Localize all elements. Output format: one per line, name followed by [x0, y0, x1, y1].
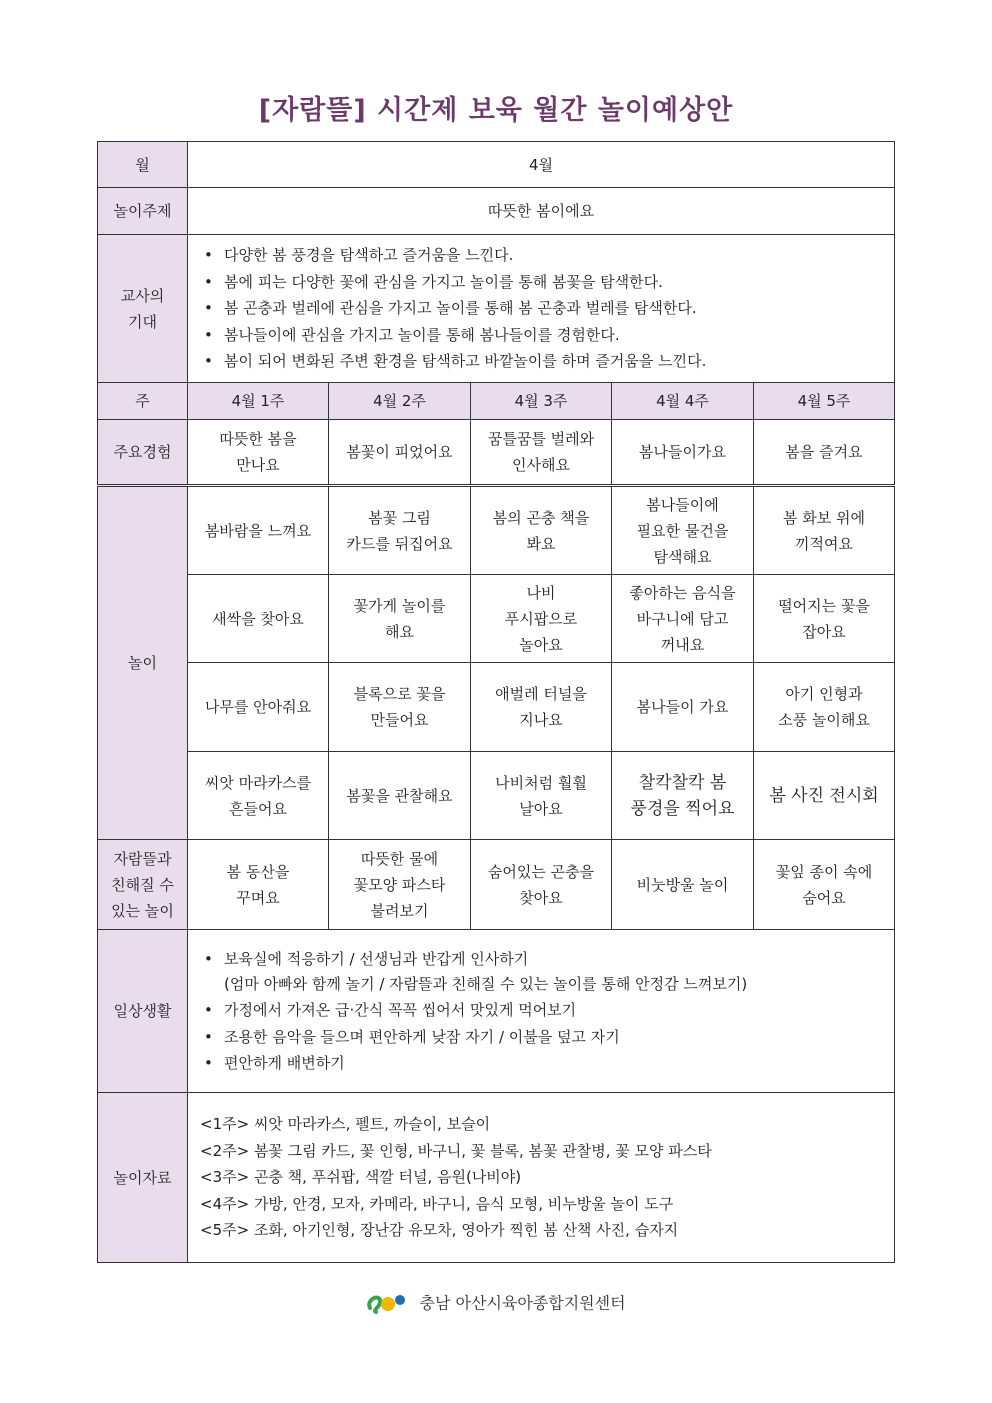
expect-label: 교사의 기대	[98, 235, 188, 383]
familiar-label: 자람뜰과 친해질 수 있는 놀이	[98, 840, 188, 930]
footer-text: 충남 아산시육아종합지원센터	[419, 1293, 626, 1313]
materials-label: 놀이자료	[98, 1093, 188, 1263]
play-cell: 새싹을 찾아요	[188, 575, 329, 663]
play-cell: 봄나들이에 필요한 물건을 탐색해요	[612, 486, 754, 575]
plan-table	[97, 141, 895, 1263]
familiar-cell: 숨어있는 곤충을 찾아요	[471, 840, 612, 930]
bullet-item	[200, 997, 890, 1024]
week-header: 4월 4주	[612, 383, 754, 420]
play-cell: 아기 인형과 소풍 놀이해요	[754, 663, 895, 752]
play-cell: 봄꽃을 관찰해요	[329, 752, 471, 840]
bullet-icon: •	[204, 272, 213, 291]
bullet-text: 가정에서 가져온 급·간식 꼭꼭 씹어서 맛있게 먹어보기	[224, 1001, 577, 1019]
week-label: 주	[98, 383, 188, 420]
material-line: <2주> 봄꽃 그림 카드, 꽃 인형, 바구니, 꽃 블록, 봄꽃 관찰병, 꽃 모양 파스타	[200, 1141, 712, 1160]
play-cell: 블록으로 꽃을 만들어요	[329, 663, 471, 752]
play-cell: 찰칵찰칵 봄 풍경을 찍어요	[612, 752, 754, 840]
bullet-item	[200, 322, 890, 349]
main-exp-label: 주요경험	[98, 420, 188, 486]
bullet-item	[200, 946, 890, 973]
material-line: <1주> 씨앗 마라카스, 펠트, 까슬이, 보슬이	[200, 1115, 491, 1134]
play-cell: 좋아하는 음식을 바구니에 담고 꺼내요	[612, 575, 754, 663]
play-cell: 봄 사진 전시회	[754, 752, 895, 840]
main-exp-cell: 봄나들이가요	[612, 420, 754, 486]
play-cell: 나비 푸시팝으로 놀아요	[471, 575, 612, 663]
familiar-cell: 봄 동산을 꾸며요	[188, 840, 329, 930]
play-cell: 봄 화보 위에 끼적여요	[754, 486, 895, 575]
play-cell: 나비처럼 훨훨 날아요	[471, 752, 612, 840]
center-logo-icon	[366, 1290, 410, 1318]
play-cell: 애벌레 터널을 지나요	[471, 663, 612, 752]
week-header: 4월 2주	[329, 383, 471, 420]
material-line: <3주> 곤충 책, 푸쉬팝, 색깔 터널, 음원(나비야)	[200, 1168, 522, 1187]
bullet-item	[200, 1050, 890, 1077]
material-line: <5주> 조화, 아기인형, 장난감 유모차, 영아가 찍힌 봄 산책 사진, 습자지	[200, 1221, 679, 1240]
bullet-icon: •	[204, 949, 213, 968]
bullet-item	[200, 295, 890, 322]
bullet-icon: •	[204, 1001, 213, 1019]
bullet-text: 보육실에 적응하기 / 선생님과 반갑게 인사하기	[224, 949, 529, 968]
bullet-icon: •	[204, 299, 213, 318]
play-cell: 봄바람을 느껴요	[188, 486, 329, 575]
bullet-text: 봄이 되어 변화된 주변 환경을 탐색하고 바깥놀이를 하며 즐거움을 느낀다.	[224, 352, 707, 371]
bullet-item	[200, 1024, 890, 1051]
play-cell: 봄나들이 가요	[612, 663, 754, 752]
daily-label: 일상생활	[98, 930, 188, 1093]
bullet-text: 봄나들이에 관심을 가지고 놀이를 통해 봄나들이를 경험한다.	[224, 325, 620, 344]
play-cell: 꽃가게 놀이를 해요	[329, 575, 471, 663]
month-label: 월	[98, 142, 188, 188]
bullet-icon: •	[204, 1027, 213, 1046]
familiar-cell: 꽃잎 종이 속에 숨어요	[754, 840, 895, 930]
play-label: 놀이	[98, 486, 188, 840]
main-exp-cell: 따뜻한 봄을 만나요	[188, 420, 329, 486]
expectation-list	[200, 242, 890, 375]
daily-list	[200, 946, 890, 1077]
bullet-text: 편안하게 배변하기	[224, 1054, 345, 1072]
main-exp-cell: 봄꽃이 피었어요	[329, 420, 471, 486]
bullet-text: 다양한 봄 풍경을 탐색하고 즐거움을 느낀다.	[224, 246, 514, 265]
play-cell: 씨앗 마라카스를 흔들어요	[188, 752, 329, 840]
bullet-icon: •	[204, 325, 213, 344]
play-cell: 떨어지는 꽃을 잡아요	[754, 575, 895, 663]
materials-cell	[188, 1093, 895, 1263]
bullet-item	[200, 269, 890, 296]
daily-subnote: (엄마 아빠와 함께 놀기 / 자람뜰과 친해질 수 있는 놀이를 통해 안정감 느껴보기)	[224, 975, 748, 993]
familiar-cell: 따뜻한 물에 꽃모양 파스타 불려보기	[329, 840, 471, 930]
bullet-text: 봄 곤충과 벌레에 관심을 가지고 놀이를 통해 봄 곤충과 벌레를 탐색한다.	[224, 299, 697, 318]
bullet-text: 조용한 음악을 들으며 편안하게 낮잠 자기 / 이불을 덮고 자기	[224, 1027, 620, 1046]
bullet-icon: •	[204, 246, 213, 265]
expect-cell	[188, 235, 895, 383]
week-header: 4월 3주	[471, 383, 612, 420]
bullet-icon: •	[204, 352, 213, 371]
month-value: 4월	[188, 142, 895, 188]
daily-cell	[188, 930, 895, 1093]
theme-value: 따뜻한 봄이에요	[188, 188, 895, 235]
week-header: 4월 5주	[754, 383, 895, 420]
main-exp-cell: 꿈틀꿈틀 벌레와 인사해요	[471, 420, 612, 486]
bullet-item	[200, 242, 890, 269]
week-header: 4월 1주	[188, 383, 329, 420]
familiar-cell: 비눗방울 놀이	[612, 840, 754, 930]
bullet-item	[200, 348, 890, 375]
play-cell: 봄의 곤충 책을 봐요	[471, 486, 612, 575]
play-cell: 나무를 안아줘요	[188, 663, 329, 752]
material-line: <4주> 가방, 안경, 모자, 카메라, 바구니, 음식 모형, 비누방울 놀이 도구	[200, 1194, 674, 1213]
main-exp-cell: 봄을 즐겨요	[754, 420, 895, 486]
bullet-text: 봄에 피는 다양한 꽃에 관심을 가지고 놀이를 통해 봄꽃을 탐색한다.	[224, 272, 663, 291]
page-title: [자람뜰] 시간제 보육 월간 놀이예상안	[258, 95, 734, 126]
play-cell: 봄꽃 그림 카드를 뒤집어요	[329, 486, 471, 575]
theme-label: 놀이주제	[98, 188, 188, 235]
bullet-icon: •	[204, 1054, 213, 1072]
footer	[0, 1290, 992, 1318]
